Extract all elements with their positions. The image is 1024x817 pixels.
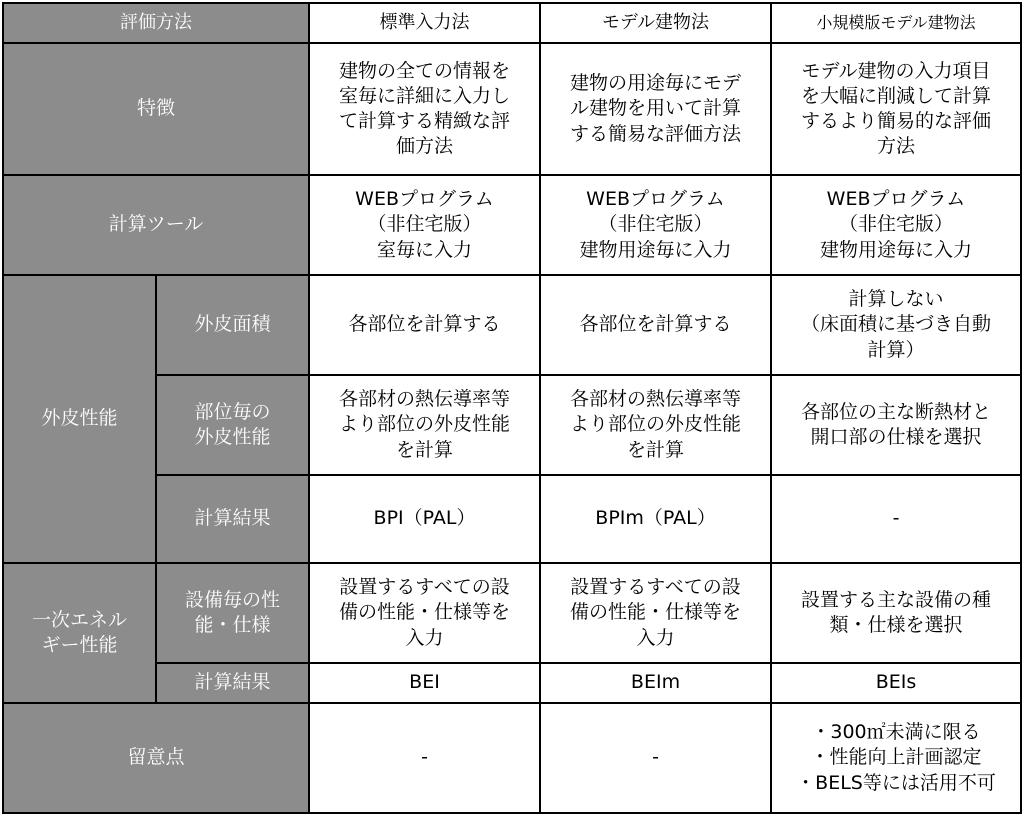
row-label-features: 特徴 [3, 43, 309, 175]
group-label-envelope: 外皮性能 [3, 275, 156, 563]
cell-envelope-area-small: 計算しない （床面積に基づき自動 計算） [771, 275, 1021, 375]
cell-tool-small: WEBプログラム （非住宅版） 建物用途毎に入力 [771, 175, 1021, 275]
table-row-energy-result [3, 663, 1021, 703]
row-label-envelope-result: 計算結果 [156, 475, 309, 563]
row-label-envelope-area: 外皮面積 [156, 275, 309, 375]
cell-envelope-part-model: 各部材の熱伝導率等 より部位の外皮性能 を計算 [540, 375, 771, 475]
cell-features-small: モデル建物の入力項目 を大幅に削減して計算 するより簡易的な評価 方法 [771, 43, 1021, 175]
cell-energy-result-small: BEIs [771, 663, 1021, 703]
cell-tool-standard: WEBプログラム （非住宅版） 室毎に入力 [309, 175, 540, 275]
cell-tool-model: WEBプログラム （非住宅版） 建物用途毎に入力 [540, 175, 771, 275]
cell-envelope-area-model: 各部位を計算する [540, 275, 771, 375]
cell-notes-small: ・300㎡未満に限る ・性能向上計画認定 ・BELS等には活用不可 [771, 703, 1021, 813]
cell-energy-result-standard: BEI [309, 663, 540, 703]
cell-notes-model: - [540, 703, 771, 813]
table-row-notes [3, 703, 1021, 813]
table-row-tool [3, 175, 1021, 275]
cell-envelope-result-model: BPIm（PAL） [540, 475, 771, 563]
header-standard-input: 標準入力法 [309, 3, 540, 43]
table-header-row [3, 3, 1021, 43]
table-row-features [3, 43, 1021, 175]
cell-features-model: 建物の用途毎にモデ ル建物を用いて計算 する簡易な評価方法 [540, 43, 771, 175]
cell-envelope-result-small: - [771, 475, 1021, 563]
row-label-tool: 計算ツール [3, 175, 309, 275]
cell-energy-equipment-model: 設置するすべての設 備の性能・仕様等を 入力 [540, 563, 771, 663]
table-row-envelope-area [3, 275, 1021, 375]
header-small-model-building: 小規模版モデル建物法 [771, 3, 1021, 43]
cell-envelope-part-small: 各部位の主な断熱材と 開口部の仕様を選択 [771, 375, 1021, 475]
cell-envelope-result-standard: BPI（PAL） [309, 475, 540, 563]
cell-energy-result-model: BEIm [540, 663, 771, 703]
comparison-table [2, 2, 1022, 814]
cell-notes-standard: - [309, 703, 540, 813]
row-label-energy-equipment: 設備毎の性 能・仕様 [156, 563, 309, 663]
table-row-envelope-result [3, 475, 1021, 563]
cell-envelope-part-standard: 各部材の熱伝導率等 より部位の外皮性能 を計算 [309, 375, 540, 475]
group-label-energy: 一次エネル ギー性能 [3, 563, 156, 703]
cell-features-standard: 建物の全ての情報を 室毎に詳細に入力し て計算する精緻な評 価方法 [309, 43, 540, 175]
row-label-energy-result: 計算結果 [156, 663, 309, 703]
cell-energy-equipment-standard: 設置するすべての設 備の性能・仕様等を 入力 [309, 563, 540, 663]
table-row-envelope-per-part [3, 375, 1021, 475]
table-row-energy-equipment [3, 563, 1021, 663]
header-model-building: モデル建物法 [540, 3, 771, 43]
cell-envelope-area-standard: 各部位を計算する [309, 275, 540, 375]
row-label-notes: 留意点 [3, 703, 309, 813]
cell-energy-equipment-small: 設置する主な設備の種 類・仕様を選択 [771, 563, 1021, 663]
header-method-label: 評価方法 [3, 3, 309, 43]
row-label-envelope-per-part: 部位毎の 外皮性能 [156, 375, 309, 475]
